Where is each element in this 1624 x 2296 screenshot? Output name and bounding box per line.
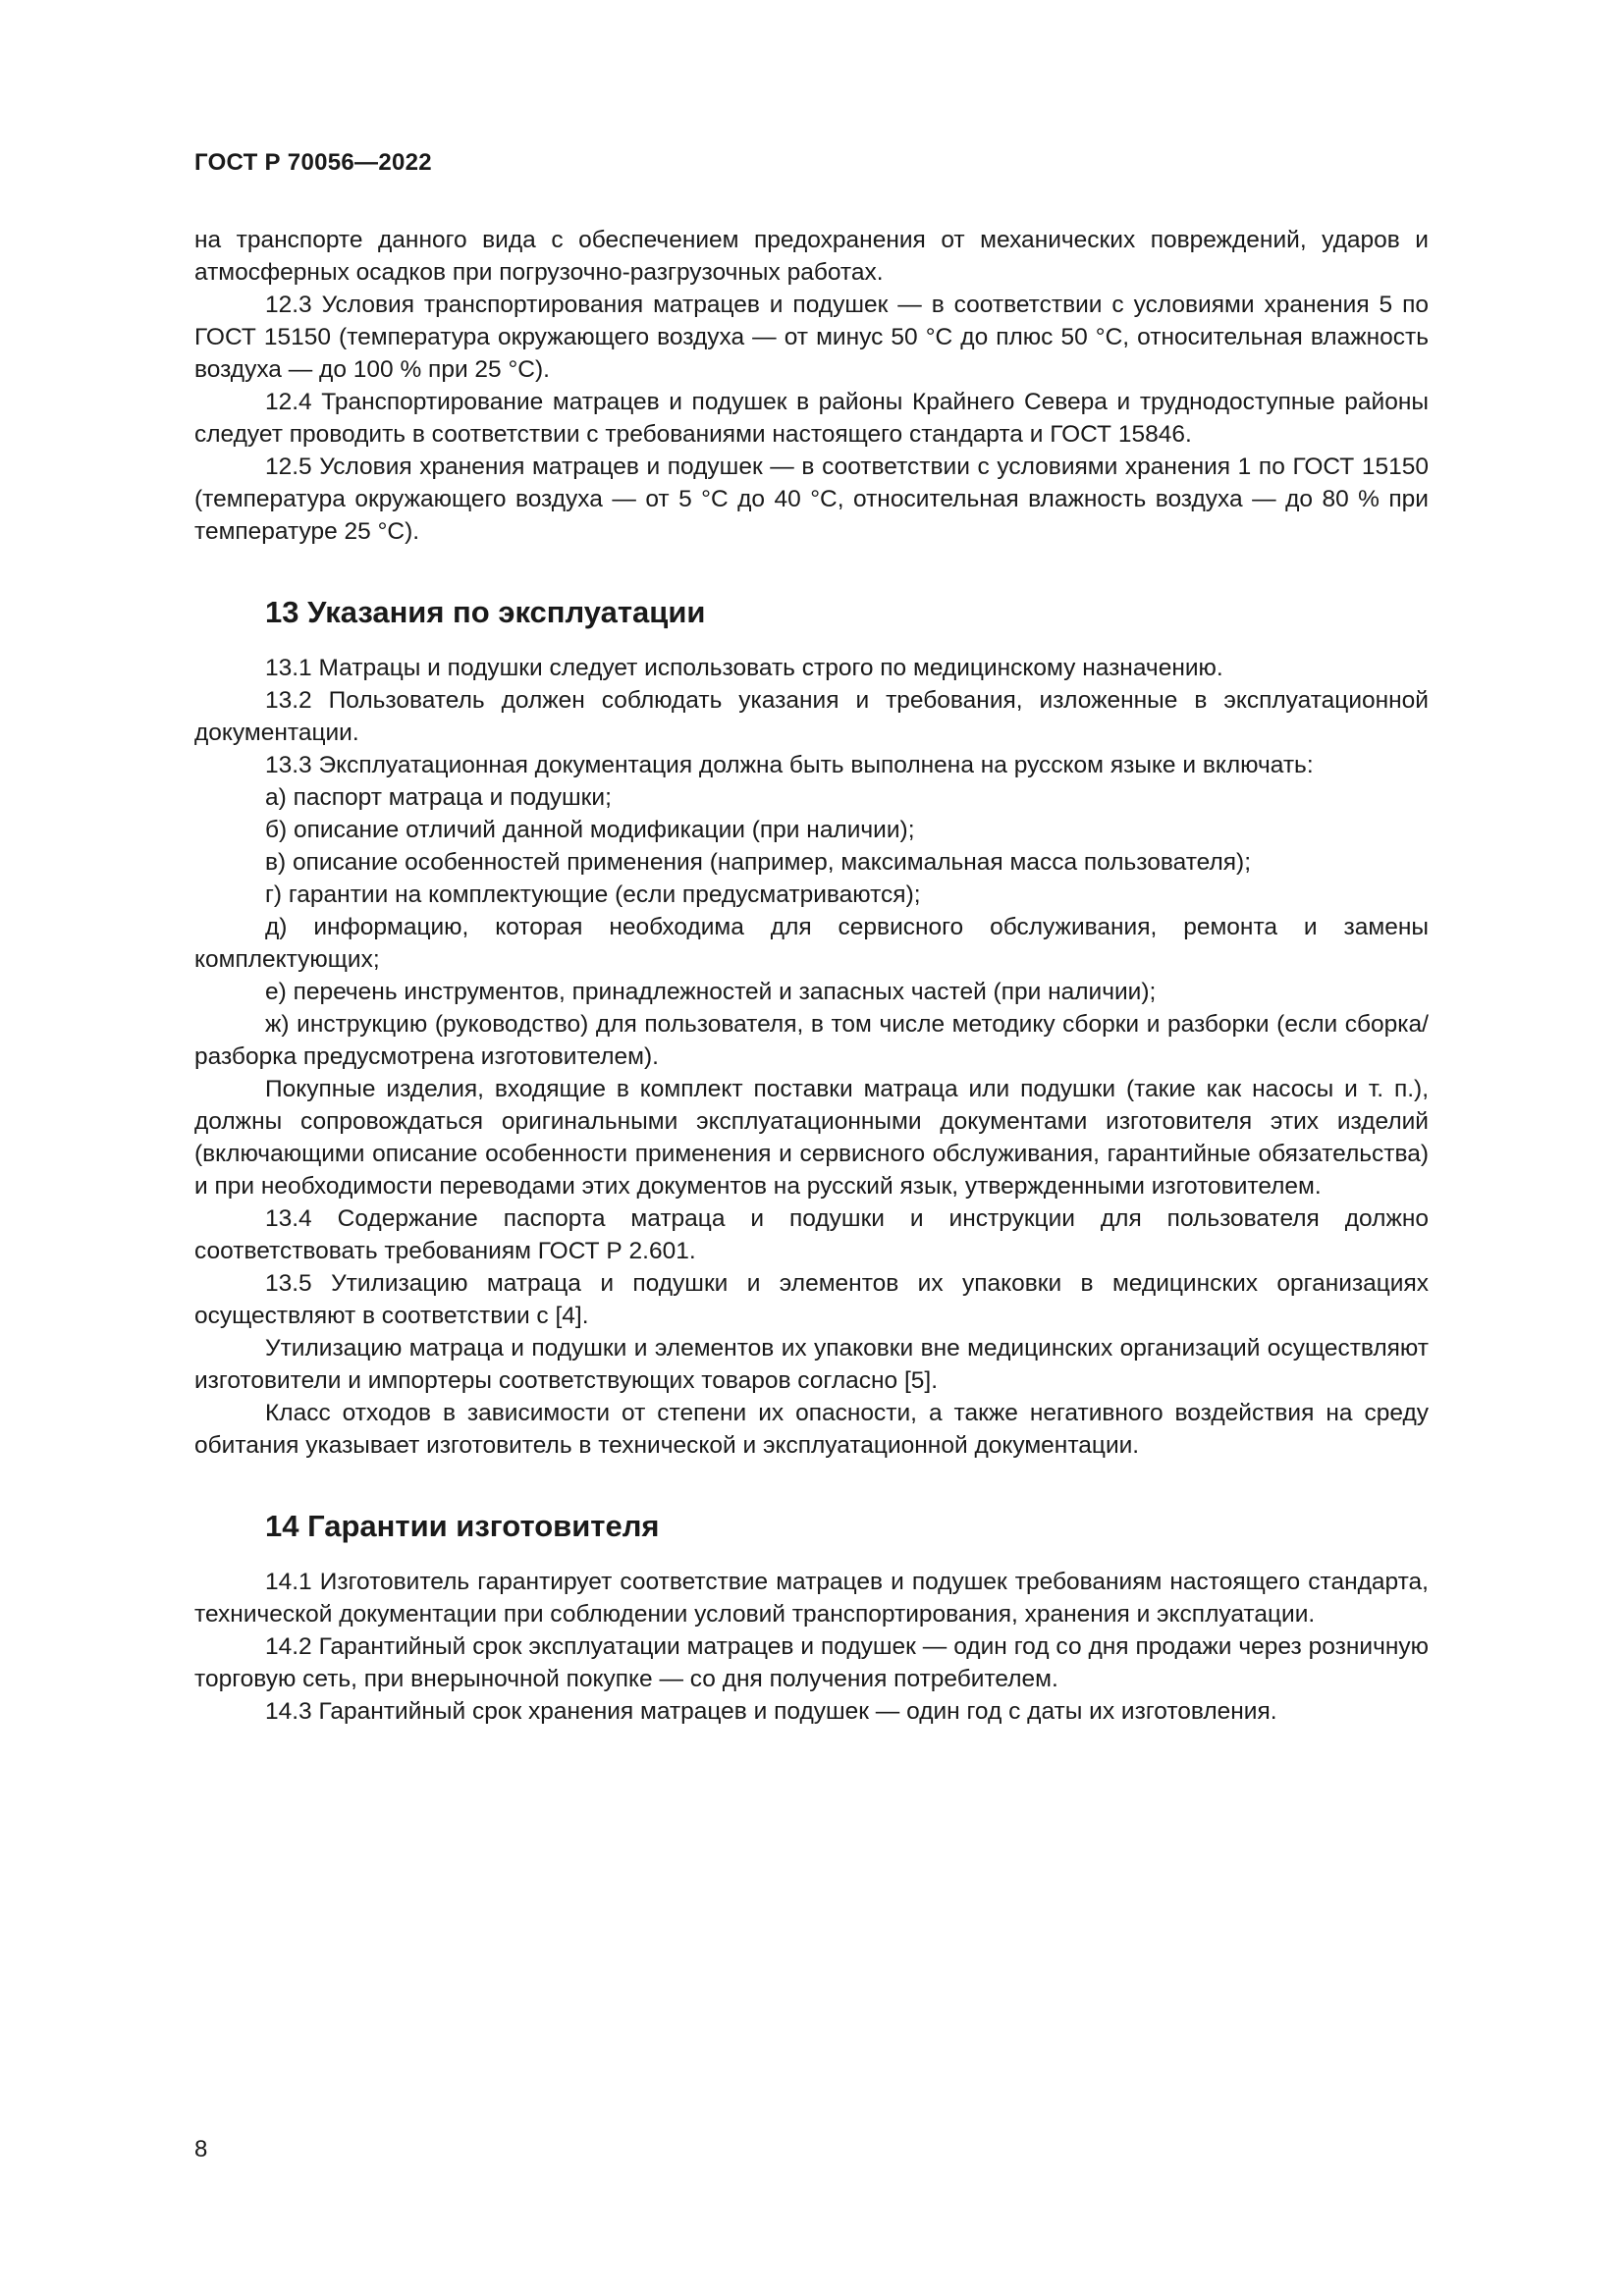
paragraph-continuation: на транспорте данного вида с обеспечением предохранения от механических повреждений, ударов и атмосферных осадков при погрузочно-разгрузочных работах. — [194, 227, 1429, 286]
document-body — [194, 224, 1429, 1728]
paragraph-13-3: 13.3 Эксплуатационная документация должна быть выполнена на русском языке и включать: — [265, 752, 1314, 778]
list-item-b: б) описание отличий данной модификации (при наличии); — [265, 817, 915, 843]
list-item-g: г) гарантии на комплектующие (если предусматриваются); — [265, 881, 921, 908]
paragraph-13-5: 13.5 Утилизацию матраца и подушки и элементов их упаковки в медицинских организациях осуществляют в соответствии с [4]. — [194, 1270, 1429, 1329]
paragraph-purchased-items: Покупные изделия, входящие в комплект поставки матраца или подушки (такие как насосы и т. п.), должны сопровождаться оригинальными эксплуатационными документами изготовителя этих изделий (включающими описание особенности применения и сервисного обслуживания, гарантийные обязательства) и при необходимости переводами этих документов на русский язык, утвержденными изготовителем. — [194, 1076, 1429, 1200]
paragraph-waste-class: Класс отходов в зависимости от степени их опасности, а также негативного воздействия на среду обитания указывает изготовитель в технической и эксплуатационной документации. — [194, 1400, 1429, 1459]
list-item-v: в) описание особенностей применения (например, максимальная масса пользователя); — [265, 849, 1252, 876]
paragraph-14-3: 14.3 Гарантийный срок хранения матрацев и подушек — один год с даты их изготовления. — [265, 1698, 1277, 1725]
paragraph-13-4: 13.4 Содержание паспорта матраца и подушки и инструкции для пользователя должно соответствовать требованиям ГОСТ Р 2.601. — [194, 1205, 1429, 1264]
paragraph-13-2: 13.2 Пользователь должен соблюдать указания и требования, изложенные в эксплуатационной документации. — [194, 687, 1429, 746]
paragraph-12-3: 12.3 Условия транспортирования матрацев и подушек — в соответствии с условиями хранения 5 по ГОСТ 15150 (температура окружающего воздуха — от минус 50 °С до плюс 50 °С, относительная влажность воздуха — до 100 % при 25 °С). — [194, 292, 1429, 383]
section-14-heading: 14 Гарантии изготовителя — [265, 1509, 660, 1543]
paragraph-14-2: 14.2 Гарантийный срок эксплуатации матрацев и подушек — один год со дня продажи через розничную торговую сеть, при внерыночной покупке — со дня получения потребителем. — [194, 1633, 1429, 1692]
document-id-header: ГОСТ Р 70056—2022 — [194, 149, 432, 176]
list-item-a: а) паспорт матраца и подушки; — [265, 784, 612, 811]
paragraph-14-1: 14.1 Изготовитель гарантирует соответствие матрацев и подушек требованиям настоящего стандарта, технической документации при соблюдении условий транспортирования, хранения и эксплуатации. — [194, 1569, 1429, 1628]
section-13-heading: 13 Указания по эксплуатации — [265, 595, 706, 629]
page-number: 8 — [194, 2136, 208, 2163]
paragraph-disposal: Утилизацию матраца и подушки и элементов их упаковки вне медицинских организаций осуществляют изготовители и импортеры соответствующих товаров согласно [5]. — [194, 1335, 1429, 1394]
paragraph-12-4: 12.4 Транспортирование матрацев и подушек в районы Крайнего Севера и труднодоступные районы следует проводить в соответствии с требованиями настоящего стандарта и ГОСТ 15846. — [194, 389, 1429, 448]
paragraph-13-1: 13.1 Матрацы и подушки следует использовать строго по медицинскому назначению. — [265, 655, 1223, 681]
paragraph-12-5: 12.5 Условия хранения матрацев и подушек — в соответствии с условиями хранения 1 по ГОСТ 15150 (температура окружающего воздуха — от 5 °С до 40 °С, относительная влажность воздуха — до 80 % при температуре 25 °С). — [194, 454, 1429, 545]
list-item-d: д) информацию, которая необходима для сервисного обслуживания, ремонта и замены комплектующих; — [194, 914, 1429, 973]
list-item-e: е) перечень инструментов, принадлежностей и запасных частей (при наличии); — [265, 979, 1157, 1005]
list-item-zh: ж) инструкцию (руководство) для пользователя, в том числе методику сборки и разборки (если сборка/разборка предусмотрена изготовителем). — [194, 1011, 1429, 1070]
